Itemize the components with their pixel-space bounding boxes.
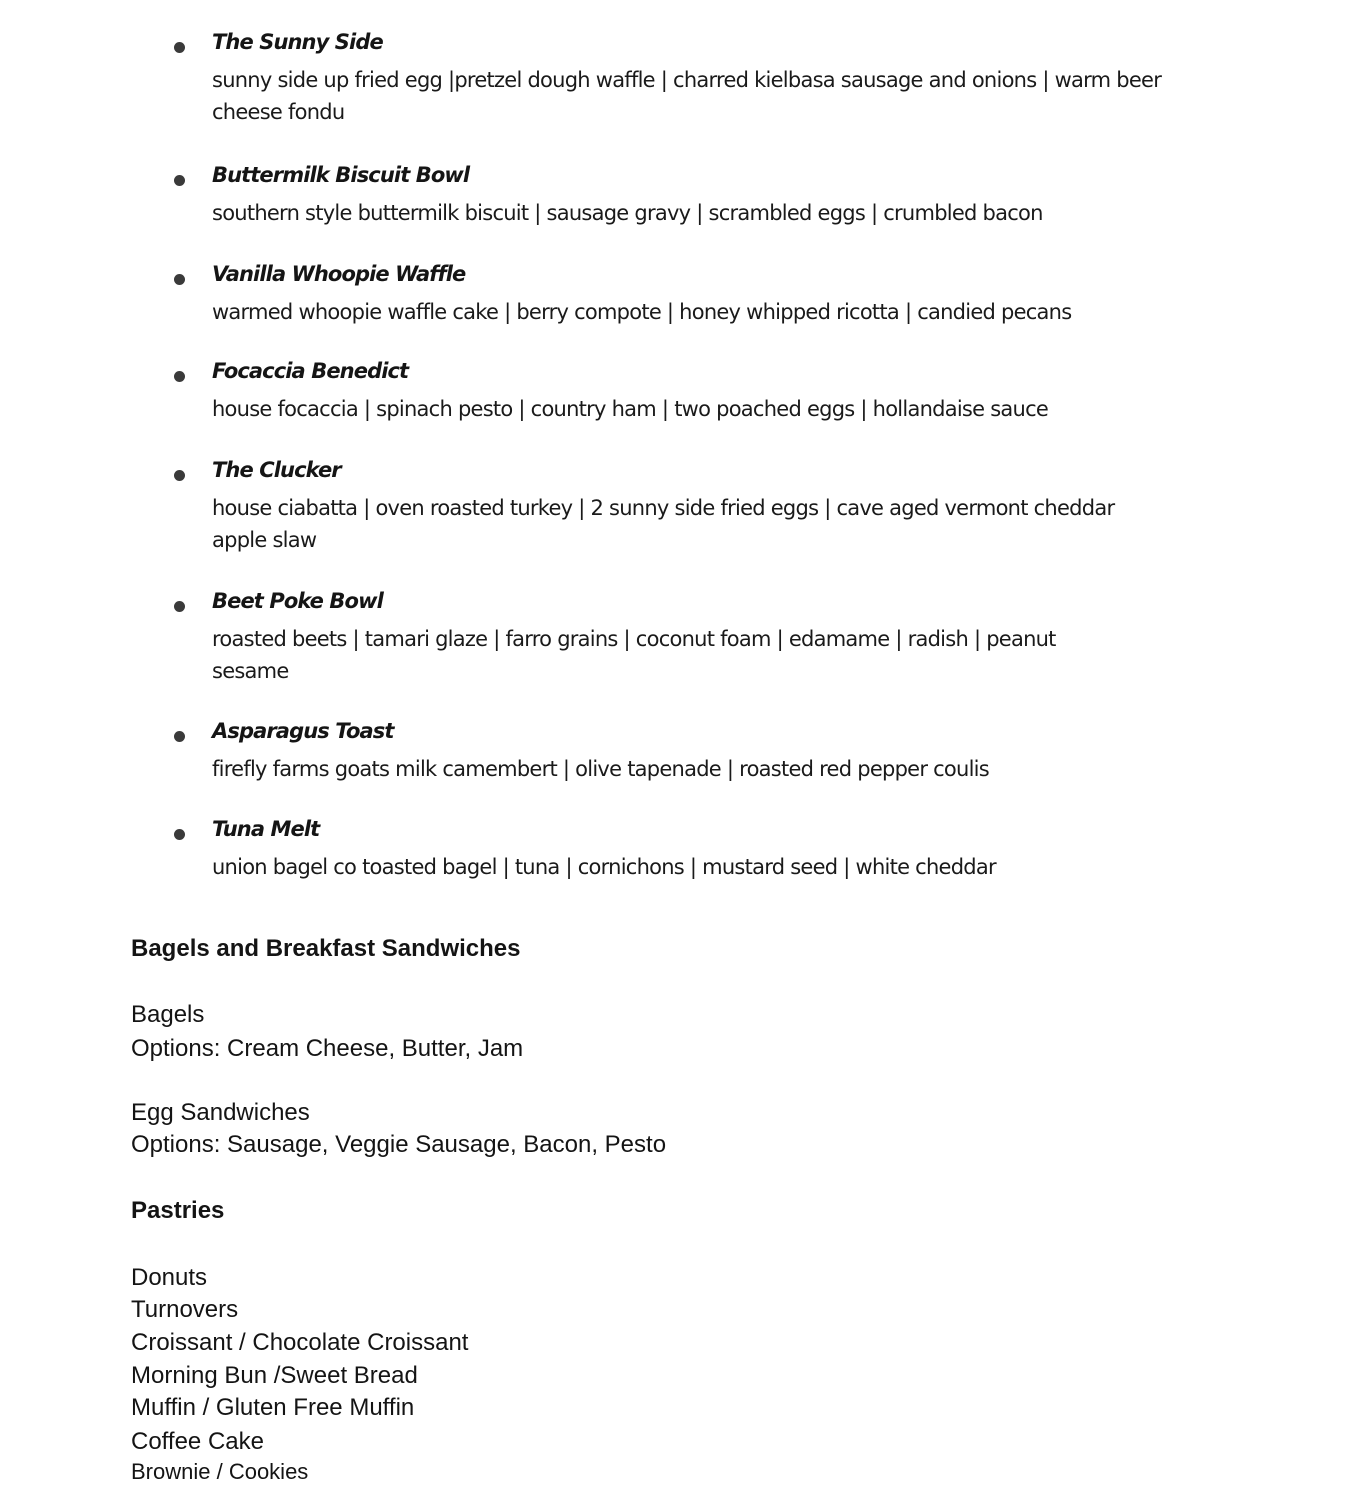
menu-item-description: firefly farms goats milk camembert | olive tapenade | roasted red pepper coulis: [212, 757, 989, 781]
menu-item-name: Focaccia Benedict: [212, 359, 409, 383]
bagels-section-heading: Bagels and Breakfast Sandwiches: [131, 935, 521, 962]
bullet-icon: [174, 42, 185, 53]
menu-item-description: house focaccia | spinach pesto | country ham | two poached eggs | hollandaise sauce: [212, 397, 1049, 421]
pastry-item: Brownie / Cookies: [131, 1459, 309, 1484]
menu-item-name: The Clucker: [212, 458, 341, 482]
pastry-item: Muffin / Gluten Free Muffin: [131, 1394, 415, 1421]
egg-sandwiches-label: Egg Sandwiches: [131, 1099, 310, 1126]
menu-item-name: Vanilla Whoopie Waffle: [212, 262, 466, 286]
menu-item-name: Buttermilk Biscuit Bowl: [212, 163, 470, 187]
pastry-item: Croissant / Chocolate Croissant: [131, 1329, 469, 1356]
bagels-options: Options: Cream Cheese, Butter, Jam: [131, 1035, 524, 1062]
bullet-icon: [174, 175, 185, 186]
bullet-icon: [174, 731, 185, 742]
menu-item-name: The Sunny Side: [212, 30, 383, 54]
bagels-label: Bagels: [131, 1001, 205, 1028]
menu-item-name: Beet Poke Bowl: [212, 589, 383, 613]
menu-item-description: southern style buttermilk biscuit | sausage gravy | scrambled eggs | crumbled bacon: [212, 201, 1043, 225]
bullet-icon: [174, 470, 185, 481]
bullet-icon: [174, 829, 185, 840]
pastry-item: Morning Bun /Sweet Bread: [131, 1362, 418, 1389]
bullet-icon: [174, 601, 185, 612]
bullet-icon: [174, 371, 185, 382]
pastry-item: Turnovers: [131, 1296, 239, 1323]
menu-item-name: Asparagus Toast: [212, 719, 394, 743]
menu-item-description: roasted beets | tamari glaze | farro grains | coconut foam | edamame | radish | peanut sesame: [212, 627, 1056, 683]
pastry-item: Donuts: [131, 1264, 208, 1291]
menu-item-description: warmed whoopie waffle cake | berry compote | honey whipped ricotta | candied pecans: [212, 300, 1072, 324]
pastry-item: Coffee Cake: [131, 1428, 264, 1455]
egg-sandwiches-options: Options: Sausage, Veggie Sausage, Bacon, Pesto: [131, 1131, 667, 1158]
bullet-icon: [174, 274, 185, 285]
pastries-section-heading: Pastries: [131, 1197, 225, 1224]
menu-item-name: Tuna Melt: [212, 817, 320, 841]
menu-item-description: union bagel co toasted bagel | tuna | cornichons | mustard seed | white cheddar: [212, 855, 996, 879]
menu-item-description: sunny side up fried egg |pretzel dough waffle | charred kielbasa sausage and onions | warm beer cheese fondu: [212, 68, 1162, 124]
menu-item-description: house ciabatta | oven roasted turkey | 2 sunny side fried eggs | cave aged vermont cheddar apple slaw: [212, 496, 1115, 552]
